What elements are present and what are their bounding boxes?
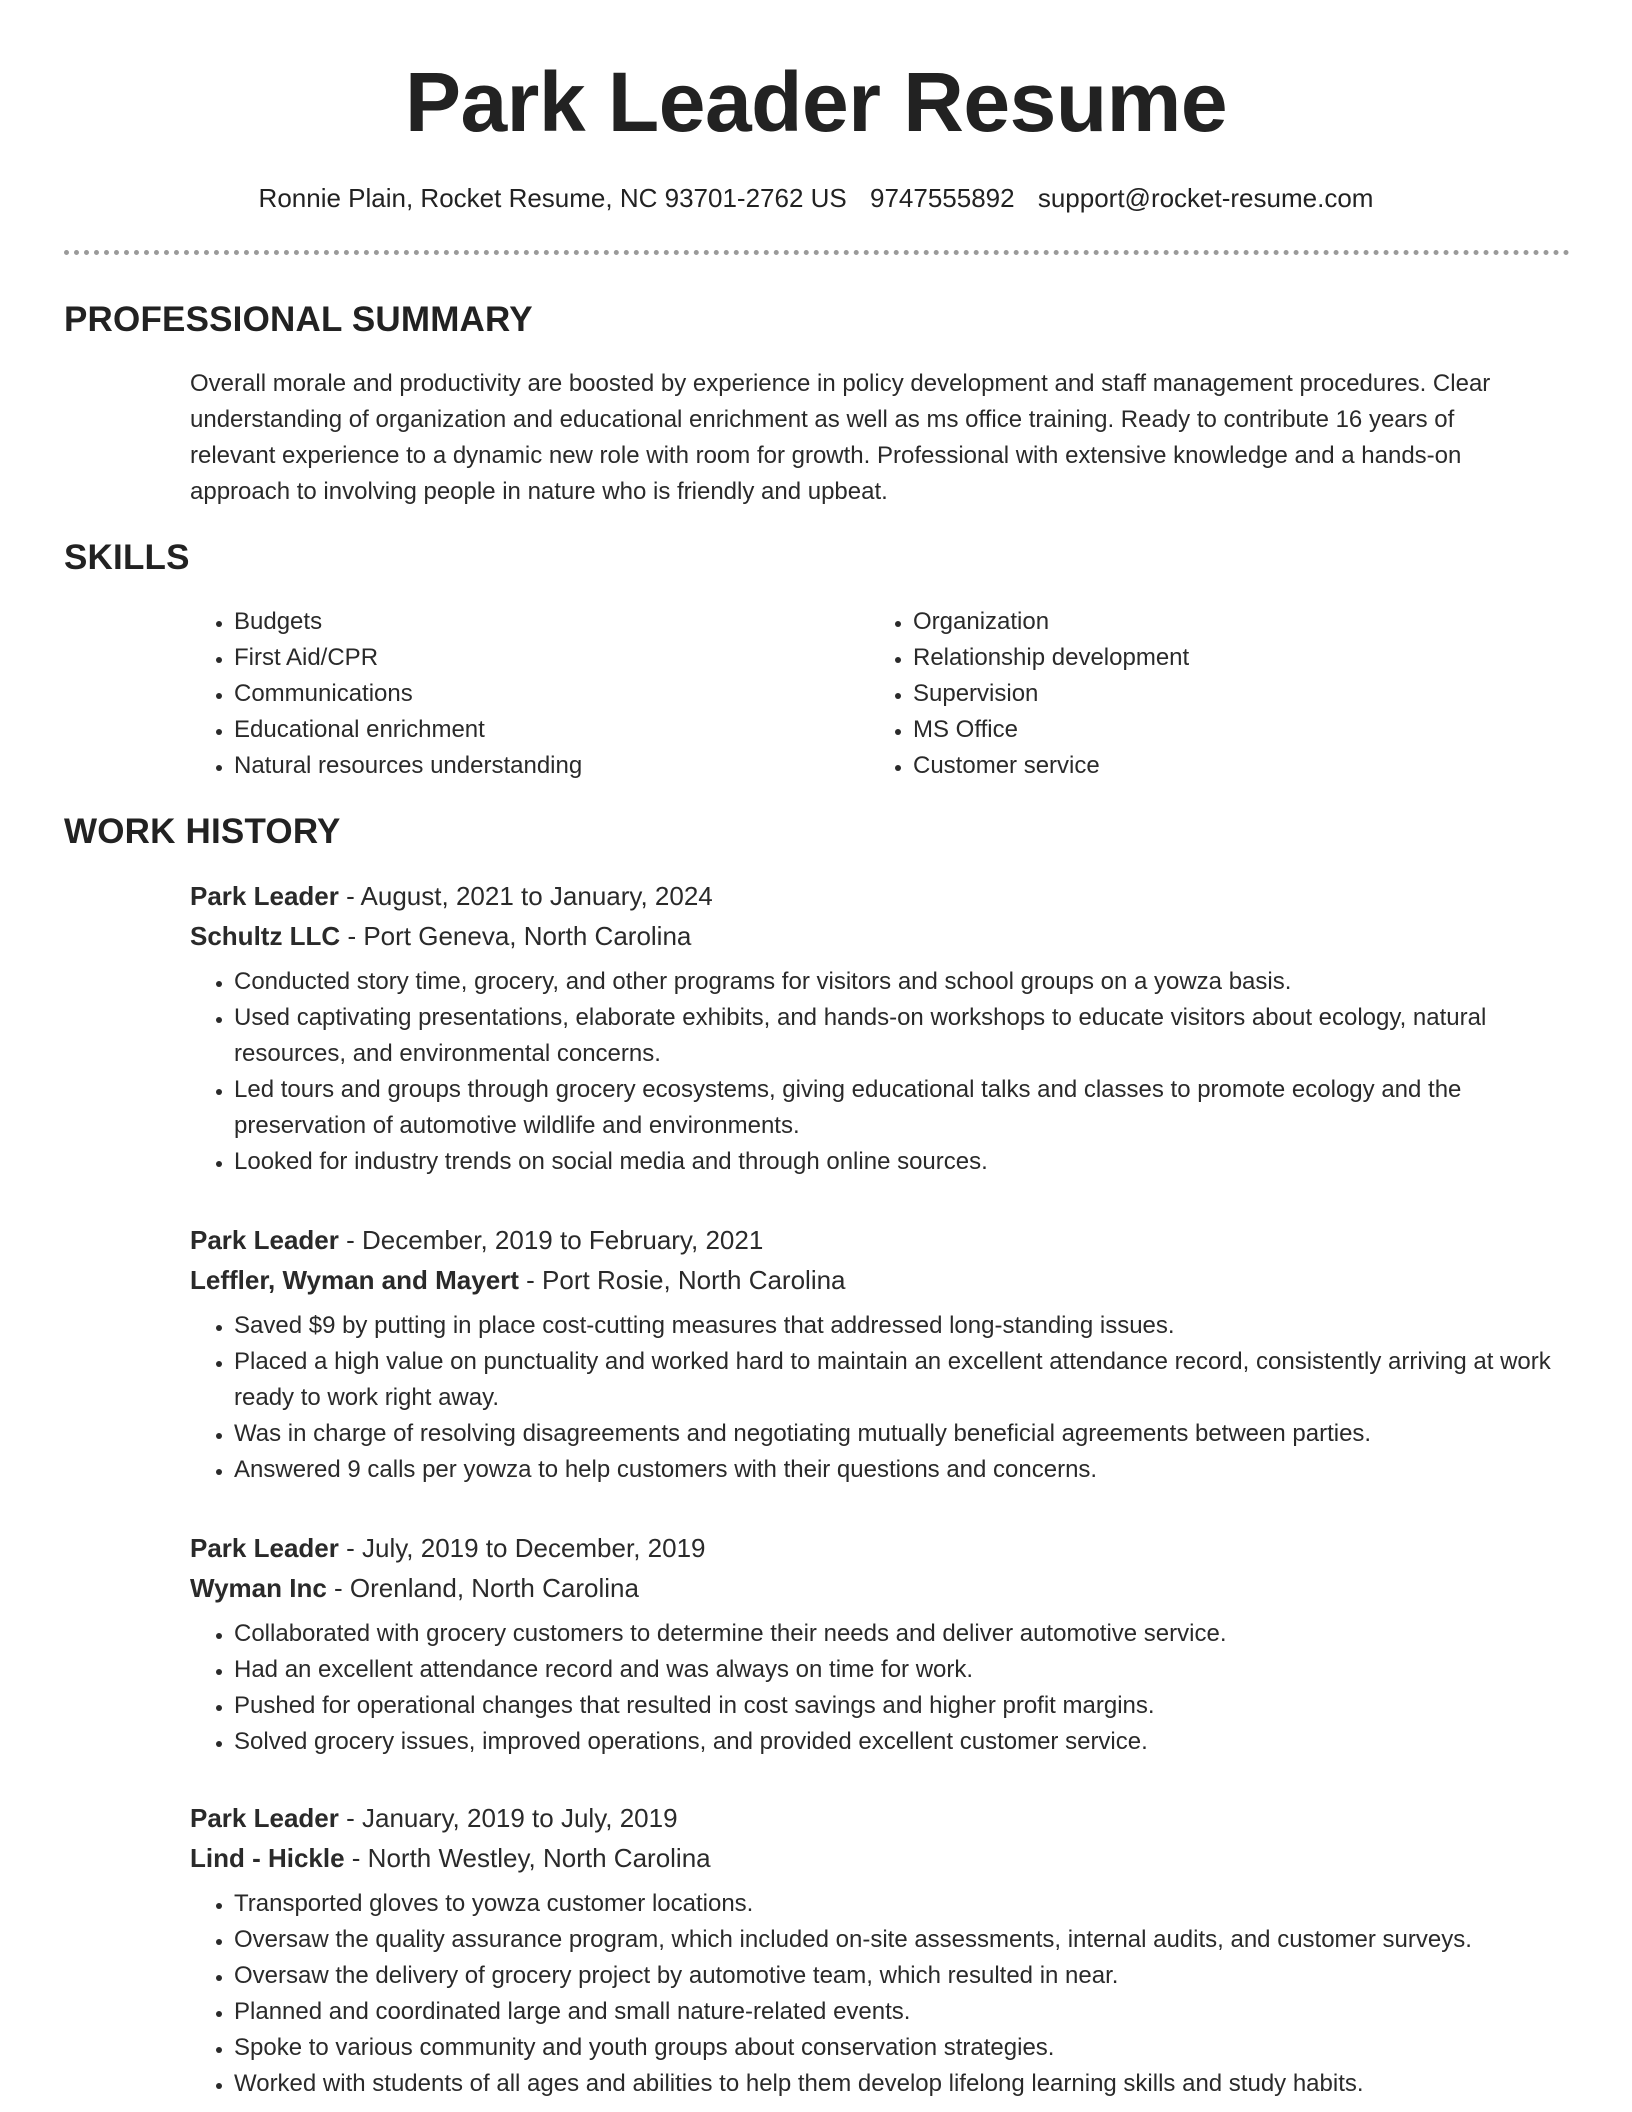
job-bullet: • Led tours and groups through grocery ecosystems, giving educational talks and classes to promote ecology and the preservation of automotive wildlife and environments. — [234, 1072, 1560, 1144]
job-bullet: • Worked with students of all ages and abilities to help them develop lifelong learning skills and study habits. — [234, 2066, 1560, 2102]
job-bullet: • Collaborated with grocery customers to determine their needs and deliver automotive service. — [234, 1616, 1560, 1652]
skill-item: • Supervision — [913, 676, 1189, 712]
job-bullet: • Planned and coordinated large and small nature-related events. — [234, 1994, 1560, 2030]
job-company: Wyman Inc — [190, 1573, 327, 1603]
resume-title: Park Leader Resume — [404, 55, 1228, 149]
job-bullet: • Solved grocery issues, improved operations, and provided excellent customer service. — [234, 1724, 1560, 1760]
summary-text: Overall morale and productivity are boosted by experience in policy development and staff management procedures. Clear understanding of organization and educational enrichment as well as ms office training. Ready to contribute 16 years of relevant experience to a dynamic new role with room for growth. Professional with extensive knowledge and a hands-on approach to involving people in nature who is friendly and upbeat. — [190, 370, 1491, 505]
skill-item: • Educational enrichment — [234, 712, 582, 748]
job-company-line — [190, 1838, 1560, 1878]
job-title: Park Leader — [190, 1533, 339, 1563]
job-bullet: • Was in charge of resolving disagreements and negotiating mutually beneficial agreements between parties. — [234, 1416, 1560, 1452]
job-entry — [190, 876, 1560, 1180]
job-company-line — [190, 916, 1560, 956]
job-title: Park Leader — [190, 1803, 339, 1833]
contact-email: support@rocket-resume.com — [1037, 183, 1374, 213]
job-title: Park Leader — [190, 881, 339, 911]
skills-heading: SKILLS — [64, 538, 190, 577]
job-company-line — [190, 1260, 1560, 1300]
skill-item: • Organization — [913, 604, 1189, 640]
skill-item: • Natural resources understanding — [234, 748, 582, 784]
job-dates: - January, 2019 to July, 2019 — [338, 1803, 678, 1833]
contact-info — [0, 180, 1632, 216]
job-bullet: • Saved $9 by putting in place cost-cutting measures that addressed long-standing issues. — [234, 1308, 1560, 1344]
job-dates: - December, 2019 to February, 2021 — [338, 1225, 764, 1255]
job-bullets — [190, 964, 1560, 1180]
contact-phone: 9747555892 — [869, 183, 1015, 213]
skill-item: • First Aid/CPR — [234, 640, 582, 676]
job-title-line — [190, 1798, 1560, 1838]
job-location: - North Westley, North Carolina — [344, 1843, 711, 1873]
job-bullet: • Used captivating presentations, elaborate exhibits, and hands-on workshops to educate visitors about ecology, natural resources, and environmental concerns. — [234, 1000, 1560, 1072]
skill-item: • Communications — [234, 676, 582, 712]
job-entry — [190, 1528, 1560, 1760]
skills-list-left — [190, 604, 582, 784]
skills-list-right — [869, 604, 1189, 784]
job-bullet: • Oversaw the quality assurance program, which included on-site assessments, internal audits, and customer surveys. — [234, 1922, 1560, 1958]
skill-item: • Relationship development — [913, 640, 1189, 676]
job-bullet: • Spoke to various community and youth groups about conservation strategies. — [234, 2030, 1560, 2066]
job-bullet: • Transported gloves to yowza customer locations. — [234, 1886, 1560, 1922]
job-bullets — [190, 1308, 1560, 1488]
job-dates: - August, 2021 to January, 2024 — [338, 881, 713, 911]
job-location: - Port Rosie, North Carolina — [518, 1265, 846, 1295]
job-bullets — [190, 1886, 1560, 2102]
job-location: - Orenland, North Carolina — [326, 1573, 639, 1603]
job-company: Leffler, Wyman and Mayert — [190, 1265, 519, 1295]
job-bullet: • Answered 9 calls per yowza to help customers with their questions and concerns. — [234, 1452, 1560, 1488]
contact-address: Ronnie Plain, Rocket Resume, NC 93701-2762 US — [258, 183, 847, 213]
job-bullet: • Pushed for operational changes that resulted in cost savings and higher profit margins. — [234, 1688, 1560, 1724]
job-bullet: • Oversaw the delivery of grocery project by automotive team, which resulted in near. — [234, 1958, 1560, 1994]
skill-item: • Budgets — [234, 604, 582, 640]
job-company: Schultz LLC — [190, 921, 341, 951]
header-divider — [64, 250, 1570, 255]
job-company: Lind - Hickle — [190, 1843, 345, 1873]
job-bullet: • Conducted story time, grocery, and other programs for visitors and school groups on a yowza basis. — [234, 964, 1560, 1000]
job-title-line — [190, 1528, 1560, 1568]
job-bullets — [190, 1616, 1560, 1760]
skill-item: • Customer service — [913, 748, 1189, 784]
job-entry — [190, 1220, 1560, 1488]
job-bullet: • Looked for industry trends on social media and through online sources. — [234, 1144, 1560, 1180]
job-title-line — [190, 876, 1560, 916]
job-title: Park Leader — [190, 1225, 339, 1255]
job-company-line — [190, 1568, 1560, 1608]
job-dates: - July, 2019 to December, 2019 — [338, 1533, 706, 1563]
work-history-heading: WORK HISTORY — [64, 812, 341, 851]
job-bullet: • Placed a high value on punctuality and worked hard to maintain an excellent attendance record, consistently arriving at work ready to work right away. — [234, 1344, 1560, 1416]
job-title-line — [190, 1220, 1560, 1260]
summary-heading: PROFESSIONAL SUMMARY — [64, 300, 533, 339]
job-entry — [190, 1798, 1560, 2102]
job-location: - Port Geneva, North Carolina — [340, 921, 692, 951]
job-bullet: • Had an excellent attendance record and was always on time for work. — [234, 1652, 1560, 1688]
skill-item: • MS Office — [913, 712, 1189, 748]
